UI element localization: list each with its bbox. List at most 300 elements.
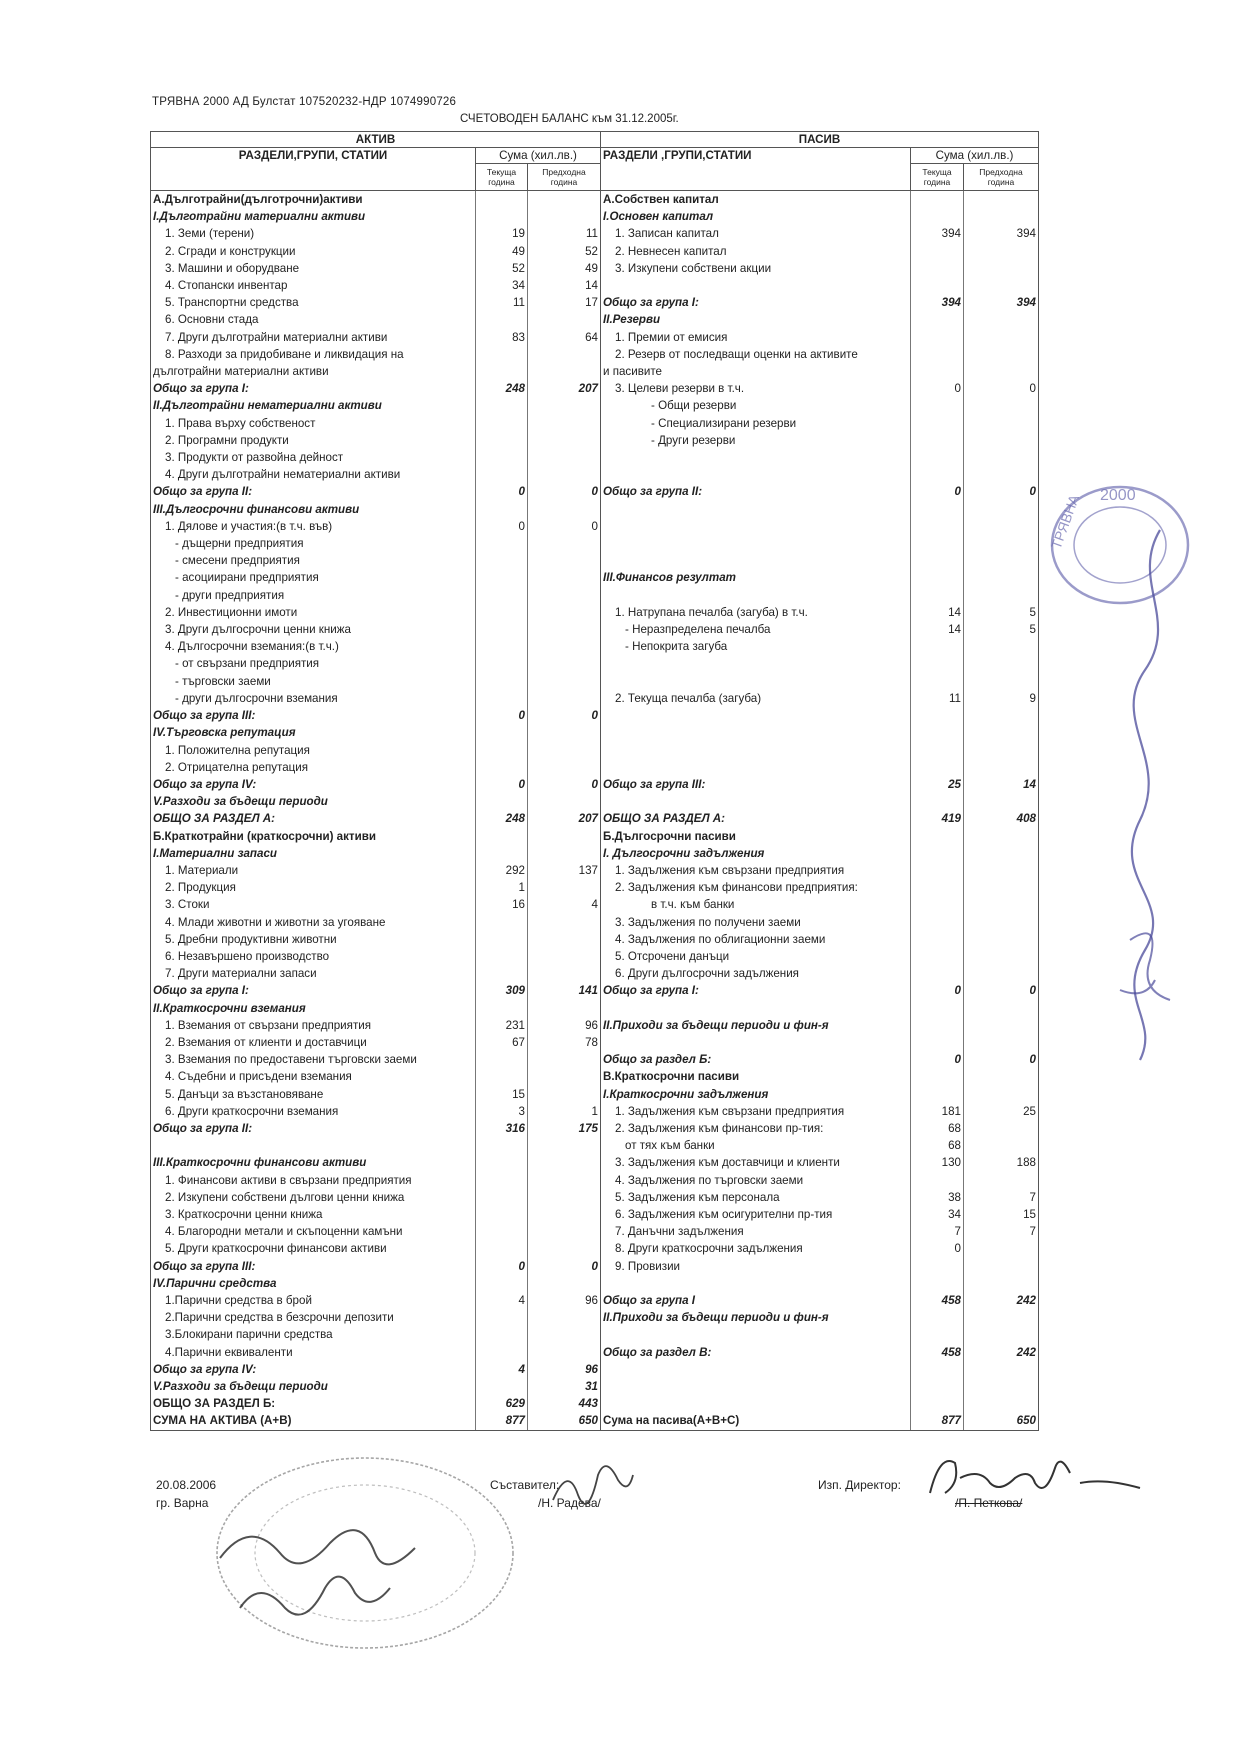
liability-prior-value [964, 793, 1039, 810]
liability-item [601, 1326, 911, 1343]
asset-prior-value [528, 1223, 601, 1240]
asset-current-value: 16 [476, 896, 528, 913]
liability-item [601, 759, 911, 776]
table-row [151, 466, 1039, 483]
liability-item: 3. Изкупени собствени акции [601, 260, 911, 277]
table-row [151, 397, 1039, 414]
asset-prior-value [528, 948, 601, 965]
asset-current-value [476, 604, 528, 621]
asset-prior-value [528, 1172, 601, 1189]
asset-prior-value: 1 [528, 1103, 601, 1120]
liability-prior-value [964, 1172, 1039, 1189]
liability-prior-value [964, 329, 1039, 346]
asset-item: II.Краткосрочни вземания [151, 1000, 476, 1017]
asset-item: IV.Парични средства [151, 1275, 476, 1292]
liability-current-value [911, 1086, 964, 1103]
liability-current-value [911, 1378, 964, 1395]
svg-text:2000: 2000 [1100, 487, 1136, 504]
asset-prior-value [528, 1068, 601, 1085]
table-row [151, 655, 1039, 672]
asset-current-value: 52 [476, 260, 528, 277]
asset-item: I.Материални запаси [151, 845, 476, 862]
table-row [151, 501, 1039, 518]
asset-item: 3. Други дългосрочни ценни книжа [151, 621, 476, 638]
asset-current-value [476, 1378, 528, 1395]
asset-current-value: 0 [476, 1258, 528, 1275]
liability-prior-value: 0 [964, 1051, 1039, 1068]
liability-prior-value [964, 415, 1039, 432]
asset-prior-value [528, 931, 601, 948]
assets-sum-header: Сума (хил.лв.) [476, 148, 601, 164]
asset-item: 3. Стоки [151, 896, 476, 913]
asset-prior-value [528, 587, 601, 604]
asset-prior-value [528, 1137, 601, 1154]
liability-prior-value [964, 828, 1039, 845]
asset-current-value [476, 845, 528, 862]
asset-item: 5. Данъци за възстановяване [151, 1086, 476, 1103]
asset-prior-value: 52 [528, 243, 601, 260]
asset-item: V.Разходи за бъдещи периоди [151, 1378, 476, 1395]
asset-item: 2. Продукция [151, 879, 476, 896]
asset-prior-value: 78 [528, 1034, 601, 1051]
liability-item [601, 1361, 911, 1378]
liability-prior-value [964, 1137, 1039, 1154]
asset-prior-value: 141 [528, 982, 601, 999]
asset-current-value [476, 1154, 528, 1171]
liability-current-value [911, 1326, 964, 1343]
asset-item: 1. Материали [151, 862, 476, 879]
liability-prior-value: 242 [964, 1292, 1039, 1309]
asset-prior-value [528, 397, 601, 414]
asset-item: 8. Разходи за придобиване и ликвидация на [151, 346, 476, 363]
asset-item: 7. Други дълготрайни материални активи [151, 329, 476, 346]
liability-current-value: 394 [911, 294, 964, 311]
asset-prior-value [528, 638, 601, 655]
liability-prior-value [964, 191, 1039, 209]
asset-prior-value [528, 793, 601, 810]
table-row [151, 948, 1039, 965]
asset-current-value [476, 501, 528, 518]
liability-item: В.Краткосрочни пасиви [601, 1068, 911, 1085]
liability-current-value [911, 363, 964, 380]
table-row [151, 225, 1039, 242]
asset-item: Общо за група II: [151, 483, 476, 500]
liability-current-value [911, 655, 964, 672]
asset-current-value: 316 [476, 1120, 528, 1137]
asset-current-value: 248 [476, 810, 528, 827]
liabilities-sum-header: Сума (хил.лв.) [911, 148, 1039, 164]
table-row [151, 1051, 1039, 1068]
liability-item: Общо за група I: [601, 294, 911, 311]
compiler-name: /Н. Радева/ [538, 1496, 601, 1510]
table-row [151, 1240, 1039, 1257]
asset-item: 1. Дялове и участия:(в т.ч. във) [151, 518, 476, 535]
asset-item: 1. Права върху собственост [151, 415, 476, 432]
asset-prior-value: 14 [528, 277, 601, 294]
liability-current-value [911, 552, 964, 569]
liability-prior-value [964, 311, 1039, 328]
liability-current-value [911, 1068, 964, 1085]
liability-item: Общо за раздел Б: [601, 1051, 911, 1068]
liability-prior-value [964, 518, 1039, 535]
asset-current-value [476, 965, 528, 982]
table-row [151, 845, 1039, 862]
liability-prior-value: 242 [964, 1344, 1039, 1361]
liability-item: 2. Невнесен капитал [601, 243, 911, 260]
liability-prior-value: 5 [964, 604, 1039, 621]
asset-item: 3. Машини и оборудване [151, 260, 476, 277]
table-row [151, 707, 1039, 724]
asset-prior-value [528, 655, 601, 672]
asset-prior-value [528, 1206, 601, 1223]
liability-item: Общо за раздел В: [601, 1344, 911, 1361]
liability-prior-value [964, 1275, 1039, 1292]
liability-current-value [911, 742, 964, 759]
asset-item: СУМА НА АКТИВА (А+В) [151, 1412, 476, 1430]
liability-current-value [911, 1034, 964, 1051]
liability-item: 5. Задължения към персонала [601, 1189, 911, 1206]
table-row [151, 346, 1039, 363]
handwritten-certification [1090, 520, 1210, 1080]
liability-prior-value [964, 432, 1039, 449]
liability-current-value: 11 [911, 690, 964, 707]
asset-prior-value: 96 [528, 1017, 601, 1034]
liability-current-value [911, 759, 964, 776]
liability-item: Общо за група I [601, 1292, 911, 1309]
asset-prior-value [528, 690, 601, 707]
liability-current-value [911, 1172, 964, 1189]
liability-item: 3. Задължения към доставчици и клиенти [601, 1154, 911, 1171]
table-row [151, 1206, 1039, 1223]
liability-item [601, 655, 911, 672]
table-row [151, 277, 1039, 294]
asset-current-value [476, 1068, 528, 1085]
asset-prior-value [528, 552, 601, 569]
asset-item: - други предприятия [151, 587, 476, 604]
asset-current-value: 629 [476, 1395, 528, 1412]
table-row [151, 1103, 1039, 1120]
asset-prior-value [528, 363, 601, 380]
liability-current-value [911, 535, 964, 552]
asset-item: 2. Програмни продукти [151, 432, 476, 449]
liability-prior-value [964, 1309, 1039, 1326]
liability-item [601, 518, 911, 535]
liability-current-value [911, 948, 964, 965]
liability-item [601, 466, 911, 483]
asset-prior-value [528, 1086, 601, 1103]
asset-current-value [476, 690, 528, 707]
liability-current-value: 0 [911, 1240, 964, 1257]
liability-prior-value: 0 [964, 380, 1039, 397]
asset-current-value: 67 [476, 1034, 528, 1051]
table-row [151, 191, 1039, 209]
liability-current-value [911, 432, 964, 449]
table-row [151, 449, 1039, 466]
asset-item: дълготрайни материални активи [151, 363, 476, 380]
liability-prior-value [964, 587, 1039, 604]
liability-current-value [911, 518, 964, 535]
asset-current-value [476, 759, 528, 776]
asset-prior-value [528, 1326, 601, 1343]
liability-item: 5. Отсрочени данъци [601, 948, 911, 965]
liability-prior-value: 7 [964, 1223, 1039, 1240]
asset-current-value [476, 948, 528, 965]
liability-prior-value: 408 [964, 810, 1039, 827]
liability-item: Общо за група III: [601, 776, 911, 793]
asset-item: 4. Дългосрочни вземания:(в т.ч.) [151, 638, 476, 655]
table-row [151, 1017, 1039, 1034]
table-row [151, 1292, 1039, 1309]
asset-item: Общо за група III: [151, 1258, 476, 1275]
asset-item: 1.Парични средства в брой [151, 1292, 476, 1309]
asset-current-value [476, 742, 528, 759]
asset-current-value: 0 [476, 776, 528, 793]
liability-prior-value [964, 1378, 1039, 1395]
liability-current-value: 25 [911, 776, 964, 793]
asset-item: 2. Вземания от клиенти и доставчици [151, 1034, 476, 1051]
liability-item: 6. Други дългосрочни задължения [601, 965, 911, 982]
liability-item: - Неразпределена печалба [601, 621, 911, 638]
table-row [151, 518, 1039, 535]
liability-current-value: 14 [911, 604, 964, 621]
liability-prior-value [964, 1240, 1039, 1257]
liability-prior-value [964, 1068, 1039, 1085]
table-row [151, 828, 1039, 845]
asset-prior-value [528, 1275, 601, 1292]
asset-prior-value: 49 [528, 260, 601, 277]
asset-item: - смесени предприятия [151, 552, 476, 569]
asset-prior-value [528, 879, 601, 896]
table-row [151, 604, 1039, 621]
asset-item [151, 1137, 476, 1154]
liability-prior-value [964, 1086, 1039, 1103]
asset-item: 5. Транспортни средства [151, 294, 476, 311]
table-row [151, 673, 1039, 690]
asset-item: 7. Други материални запаси [151, 965, 476, 982]
liability-prior-value [964, 449, 1039, 466]
asset-current-value: 83 [476, 329, 528, 346]
asset-prior-value [528, 1344, 601, 1361]
asset-prior-value: 4 [528, 896, 601, 913]
liability-current-value [911, 501, 964, 518]
asset-item: 2.Парични средства в безсрочни депозити [151, 1309, 476, 1326]
asset-current-value: 1 [476, 879, 528, 896]
asset-item: 4. Стопански инвентар [151, 277, 476, 294]
liability-item: Б.Дългосрочни пасиви [601, 828, 911, 845]
liability-current-value [911, 277, 964, 294]
liability-item: 2. Задължения към финансови предприятия: [601, 879, 911, 896]
asset-current-value: 292 [476, 862, 528, 879]
asset-prior-value [528, 604, 601, 621]
liability-current-value [911, 415, 964, 432]
liability-item: - Други резерви [601, 432, 911, 449]
asset-current-value [476, 1309, 528, 1326]
asset-prior-value: 0 [528, 1258, 601, 1275]
asset-current-value [476, 432, 528, 449]
liability-item: ОБЩО ЗА РАЗДЕЛ А: [601, 810, 911, 827]
liability-item: II.Приходи за бъдещи периоди и фин-я [601, 1017, 911, 1034]
liability-prior-value [964, 346, 1039, 363]
asset-current-value: 34 [476, 277, 528, 294]
liability-item: II.Приходи за бъдещи периоди и фин-я [601, 1309, 911, 1326]
liability-current-value: 130 [911, 1154, 964, 1171]
liability-current-value [911, 965, 964, 982]
liability-prior-value: 650 [964, 1412, 1039, 1430]
liability-current-value [911, 466, 964, 483]
asset-item: 4. Съдебни и присъдени вземания [151, 1068, 476, 1085]
table-row [151, 759, 1039, 776]
asset-item: Общо за група III: [151, 707, 476, 724]
liability-prior-value [964, 363, 1039, 380]
asset-prior-value [528, 845, 601, 862]
asset-item: 1. Финансови активи в свързани предприятия [151, 1172, 476, 1189]
table-row [151, 329, 1039, 346]
liability-prior-value [964, 914, 1039, 931]
table-row [151, 243, 1039, 260]
table-row [151, 879, 1039, 896]
liability-prior-value [964, 1120, 1039, 1137]
liability-current-value [911, 260, 964, 277]
liability-item [601, 1378, 911, 1395]
asset-prior-value [528, 742, 601, 759]
asset-prior-value [528, 965, 601, 982]
asset-item: 6. Незавършено производство [151, 948, 476, 965]
asset-prior-value [528, 1154, 601, 1171]
table-row [151, 1275, 1039, 1292]
liabilities-header: ПАСИВ [601, 132, 1039, 148]
liability-prior-value: 15 [964, 1206, 1039, 1223]
asset-item: V.Разходи за бъдещи периоди [151, 793, 476, 810]
liability-prior-value [964, 1395, 1039, 1412]
asset-prior-value: 17 [528, 294, 601, 311]
asset-prior-value: 96 [528, 1292, 601, 1309]
liability-prior-value: 188 [964, 1154, 1039, 1171]
liability-current-value [911, 638, 964, 655]
liability-prior-value [964, 948, 1039, 965]
liability-current-value [911, 896, 964, 913]
asset-current-value [476, 191, 528, 209]
liability-current-value [911, 569, 964, 586]
liability-current-value: 458 [911, 1344, 964, 1361]
auditor-round-stamp [200, 1448, 520, 1658]
liability-prior-value [964, 1326, 1039, 1343]
liability-current-value [911, 914, 964, 931]
asset-item: 1. Положителна репутация [151, 742, 476, 759]
liability-current-value: 68 [911, 1137, 964, 1154]
liability-item [601, 707, 911, 724]
liability-current-value: 877 [911, 1412, 964, 1430]
table-row [151, 1309, 1039, 1326]
asset-item: Общо за група II: [151, 1120, 476, 1137]
document-title: СЧЕТОВОДЕН БАЛАНС към 31.12.2005г. [460, 113, 679, 125]
table-row [151, 380, 1039, 397]
table-row [151, 1086, 1039, 1103]
table-row [151, 294, 1039, 311]
liability-item: 1. Премии от емисия [601, 329, 911, 346]
liability-current-value [911, 311, 964, 328]
table-row [151, 1361, 1039, 1378]
asset-prior-value [528, 346, 601, 363]
asset-item: 6. Други краткосрочни вземания [151, 1103, 476, 1120]
table-row [151, 1137, 1039, 1154]
asset-prior-value [528, 535, 601, 552]
liability-item: II.Резерви [601, 311, 911, 328]
asset-current-value: 4 [476, 1361, 528, 1378]
asset-prior-value [528, 724, 601, 741]
asset-item: Общо за група IV: [151, 1361, 476, 1378]
assets-header: АКТИВ [151, 132, 601, 148]
liability-prior-value [964, 862, 1039, 879]
liability-item: - Общи резерви [601, 397, 911, 414]
liability-current-value [911, 793, 964, 810]
liability-prior-value [964, 638, 1039, 655]
liability-current-value [911, 1395, 964, 1412]
liability-item [601, 501, 911, 518]
asset-prior-value [528, 828, 601, 845]
asset-prior-value: 207 [528, 380, 601, 397]
liability-prior-value [964, 1361, 1039, 1378]
table-row [151, 793, 1039, 810]
asset-item: I.Дълготрайни материални активи [151, 208, 476, 225]
liability-item [601, 535, 911, 552]
liability-item: 1. Задължения към свързани предприятия [601, 862, 911, 879]
assets-sections-header: РАЗДЕЛИ,ГРУПИ, СТАТИИ [151, 148, 476, 191]
liability-item: 1. Натрупана печалба (загуба) в т.ч. [601, 604, 911, 621]
table-row [151, 363, 1039, 380]
table-row [151, 1258, 1039, 1275]
balance-sheet-table [150, 131, 1039, 1431]
svg-text:ТРЯВНА: ТРЯВНА [1047, 492, 1083, 552]
asset-item: 2. Изкупени собствени дългови ценни книжа [151, 1189, 476, 1206]
liability-prior-value: 5 [964, 621, 1039, 638]
asset-current-value: 0 [476, 483, 528, 500]
asset-prior-value [528, 191, 601, 209]
liability-item: - Непокрита загуба [601, 638, 911, 655]
asset-item: 4. Млади животни и животни за угояване [151, 914, 476, 931]
liability-prior-value [964, 243, 1039, 260]
asset-prior-value: 175 [528, 1120, 601, 1137]
assets-prior-year-header: Предходна година [528, 164, 601, 191]
asset-item: 3. Краткосрочни ценни книжа [151, 1206, 476, 1223]
liability-item: 2. Резерв от последващи оценки на активите [601, 346, 911, 363]
liability-item: I.Краткосрочни задължения [601, 1086, 911, 1103]
asset-item: 4. Други дълготрайни нематериални активи [151, 466, 476, 483]
liability-prior-value [964, 759, 1039, 776]
asset-item: IV.Търговска репутация [151, 724, 476, 741]
asset-current-value [476, 1189, 528, 1206]
asset-current-value [476, 1206, 528, 1223]
asset-current-value [476, 466, 528, 483]
asset-prior-value: 0 [528, 707, 601, 724]
asset-prior-value [528, 759, 601, 776]
asset-prior-value: 64 [528, 329, 601, 346]
asset-item: 6. Основни стада [151, 311, 476, 328]
asset-current-value [476, 535, 528, 552]
asset-item: 3. Продукти от развойна дейност [151, 449, 476, 466]
liability-prior-value: 0 [964, 982, 1039, 999]
table-row [151, 1154, 1039, 1171]
liability-prior-value: 394 [964, 225, 1039, 242]
director-label: Изп. Директор: [818, 1478, 901, 1492]
liability-prior-value [964, 965, 1039, 982]
table-row [151, 965, 1039, 982]
liability-prior-value [964, 724, 1039, 741]
asset-current-value: 0 [476, 518, 528, 535]
asset-current-value [476, 931, 528, 948]
liability-prior-value [964, 397, 1039, 414]
table-row [151, 931, 1039, 948]
liability-current-value [911, 862, 964, 879]
